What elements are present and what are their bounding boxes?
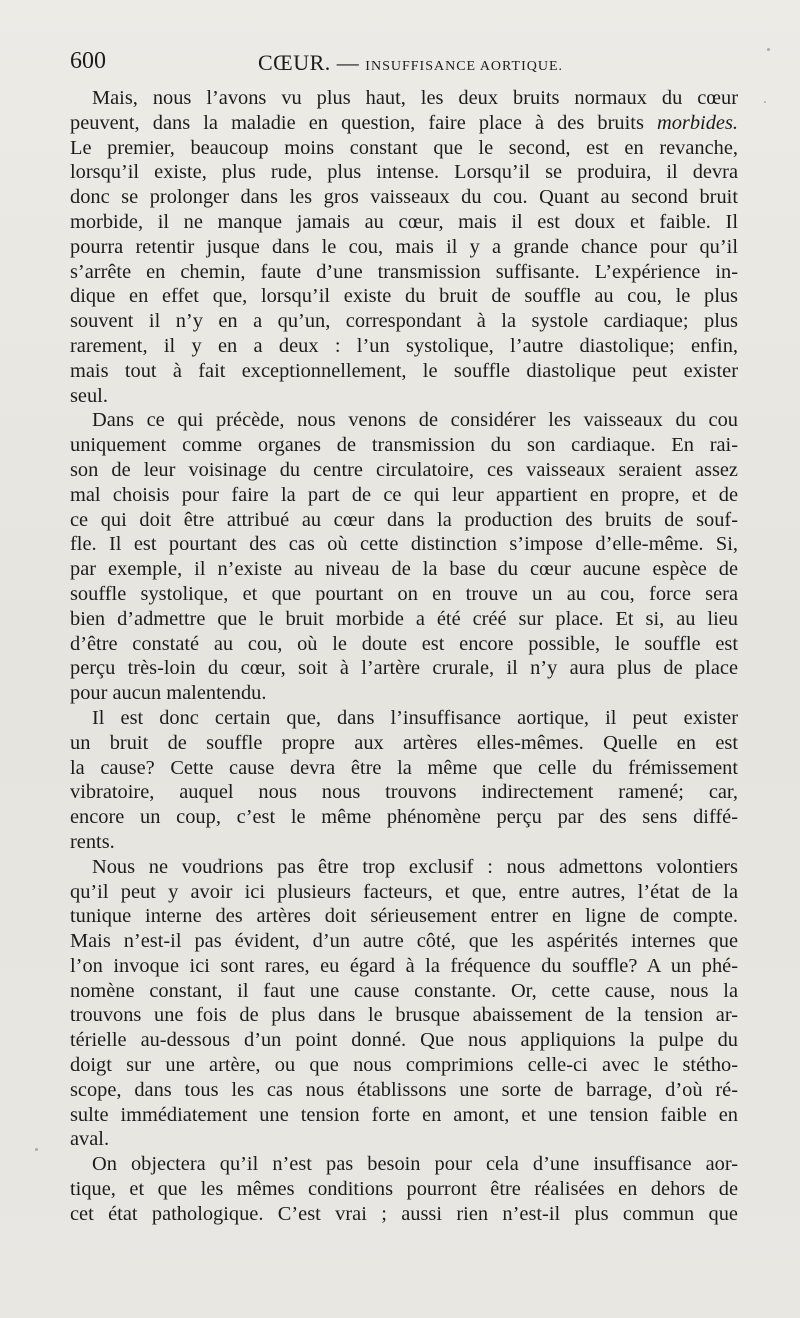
page-header	[70, 48, 770, 78]
text-line: uniquement comme organes de transmission du son cardiaque. En rai-	[70, 434, 738, 457]
text-line: scope, dans tous les cas nous établissons une sorte de barrage, d’où ré-	[70, 1078, 738, 1101]
text-line: encore un coup, c’est le même phénomène perçu par des sens diffé-	[70, 806, 738, 829]
text-line: peuvent, dans la maladie en question, faire place à des bruits morbides.	[70, 111, 738, 134]
text-line: d’être constaté au cou, où le doute est encore possible, le souffle est	[70, 632, 738, 655]
italic-word: morbides.	[657, 111, 738, 134]
text-line: mais tout à fait exceptionnellement, le souffle diastolique peut exister	[70, 359, 738, 382]
text-line: cet état pathologique. C’est vrai ; aussi rien n’est-il plus commun que	[70, 1202, 738, 1225]
text-line: nomène constant, il faut une cause constante. Or, cette cause, nous la	[70, 979, 738, 1002]
paragraph-1	[70, 86, 738, 408]
text-line: pour aucun malentendu.	[70, 682, 267, 705]
text-line: vibratoire, auquel nous nous trouvons indirectement ramené; car,	[70, 781, 738, 804]
text-line: doigt sur une artère, ou que nous comprimions celle-ci avec le stétho-	[70, 1054, 738, 1077]
text-line: Mais n’est-il pas évident, d’un autre côté, que les aspérités internes que	[70, 930, 738, 953]
text-line: un bruit de souffle propre aux artères elles-mêmes. Quelle en est	[70, 731, 738, 754]
paper-speck	[764, 101, 766, 103]
body-text	[70, 86, 738, 1227]
running-title-main: CŒUR.	[258, 50, 331, 75]
paper-speck	[767, 48, 770, 51]
text-line: son de leur voisinage du centre circulatoire, ces vaisseaux seraient assez	[70, 458, 738, 481]
text-line: dique en effet que, lorsqu’il existe du bruit de souffle au cou, le plus	[70, 285, 738, 308]
text-line: Dans ce qui précède, nous venons de considérer les vaisseaux du cou	[92, 409, 738, 432]
text-line: souffle systolique, et que pourtant on en trouve un au cou, force sera	[70, 582, 738, 605]
paragraph-3	[70, 706, 738, 855]
text-line: tique, et que les mêmes conditions pourront être réalisées en dehors de	[70, 1178, 738, 1201]
text-line: pourra retentir jusque dans le cou, mais il y a grande chance pour qu’il	[70, 235, 738, 258]
text-line: tunique interne des artères doit sérieusement entrer en ligne de compte.	[70, 905, 738, 928]
text-line: térielle au-dessous d’un point donné. Que nous appliquions la pulpe du	[70, 1029, 738, 1052]
text-line: mal choisis pour faire la part de ce qui leur appartient en propre, et de	[70, 483, 738, 506]
text-line: l’on invoque ici sont rares, eu égard à la fréquence du souffle? A un phé-	[70, 954, 738, 977]
paragraph-4	[70, 855, 738, 1153]
text-line: Il est donc certain que, dans l’insuffisance aortique, il peut exister	[92, 706, 738, 729]
text-line: morbide, il ne manque jamais au cœur, mais il est doux et faible. Il	[70, 210, 738, 233]
text-line: seul.	[70, 384, 108, 407]
text-line: ce qui doit être attribué au cœur dans la production des bruits de souf-	[70, 508, 738, 531]
page-number: 600	[70, 48, 106, 74]
paragraph-5	[70, 1152, 738, 1226]
text-line: sulte immédiatement une tension forte en amont, et une tension faible en	[70, 1103, 738, 1126]
text-line: bien d’admettre que le bruit morbide a été créé sur place. Et si, au lieu	[70, 607, 738, 630]
text-line: fle. Il est pourtant des cas où cette distinction s’impose d’elle-même. Si,	[70, 533, 738, 556]
text-line: qu’il peut y avoir ici plusieurs facteurs, et que, entre autres, l’état de la	[70, 880, 738, 903]
text-line: rents.	[70, 830, 115, 853]
text-line: aval.	[70, 1128, 110, 1151]
text-line: la cause? Cette cause devra être la même que celle du frémissement	[70, 756, 738, 779]
text-line: On objectera qu’il n’est pas besoin pour cela d’une insuffisance aor-	[92, 1153, 738, 1176]
text-line: s’arrête en chemin, faute d’une transmission suffisante. L’expérience in-	[70, 260, 738, 283]
running-title-separator: —	[330, 50, 366, 75]
text-line: rarement, il y en a deux : l’un systolique, l’autre diastolique; enfin,	[70, 334, 738, 357]
running-title	[258, 50, 563, 76]
text-line: lorsqu’il existe, plus rude, plus intense. Lorsqu’il se produira, il devra	[70, 161, 738, 184]
text-line: Nous ne voudrions pas être trop exclusif : nous admettons volontiers	[92, 855, 738, 878]
text-line: donc se prolonger dans les gros vaisseaux du cou. Quant au second bruit	[70, 186, 738, 209]
text-line: Mais, nous l’avons vu plus haut, les deux bruits normaux du cœur	[92, 87, 738, 109]
text-line: trouvons une fois de plus dans le brusque abaissement de la tension ar-	[70, 1004, 738, 1027]
paragraph-2	[70, 408, 738, 706]
text-line: souvent il n’y en a qu’un, correspondant à la systole cardiaque; plus	[70, 310, 738, 333]
text-line: Le premier, beaucoup moins constant que le second, est en revanche,	[70, 136, 738, 159]
paper-speck	[35, 1148, 38, 1151]
text-line: perçu très-loin du cœur, soit à l’artère crurale, il n’y aura plus de place	[70, 657, 738, 680]
running-title-subject: INSUFFISANCE AORTIQUE.	[365, 59, 564, 74]
text-line: par exemple, il n’existe au niveau de la base du cœur aucune espèce de	[70, 558, 738, 581]
